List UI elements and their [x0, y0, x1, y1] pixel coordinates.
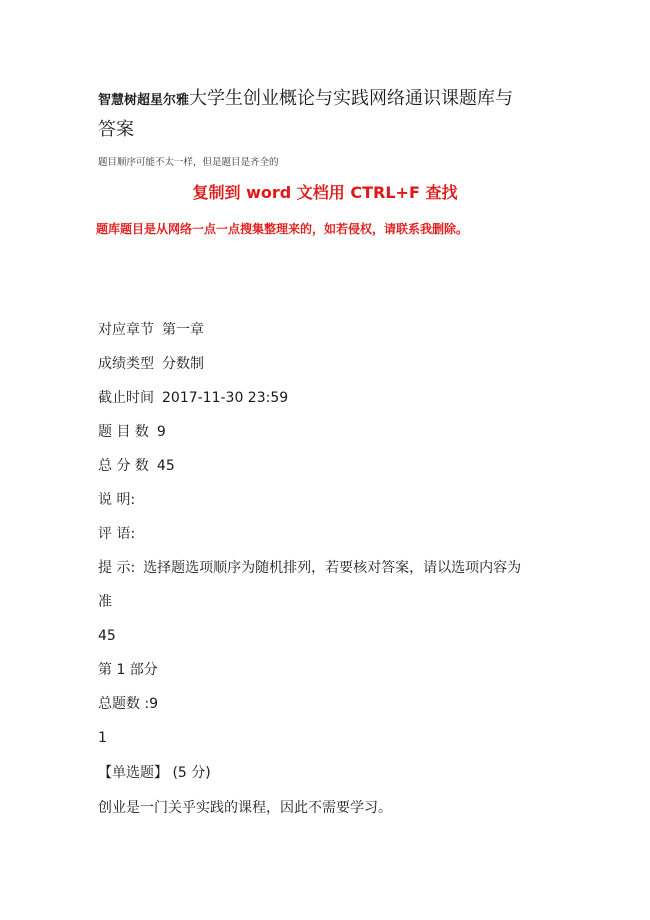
question-number: 1 [98, 730, 107, 746]
score-value: 45 [98, 628, 116, 644]
chapter-value: 第一章 [162, 322, 204, 338]
question-type: 【单选题】 (5 分) [98, 765, 211, 781]
order-note: 题目顺序可能不太一样，但是题目是齐全的 [98, 157, 279, 168]
chapter-label: 对应章节 [98, 322, 154, 338]
total-questions: 总题数 :9 [98, 696, 159, 712]
grade-type-label: 成绩类型 [98, 356, 154, 372]
tip-row [98, 558, 521, 578]
comment-label: 评 语: [98, 526, 136, 542]
grade-type-row [98, 354, 204, 374]
copy-hint: 复制到 word 文档用 CTRL+F 查找 [192, 183, 458, 202]
total-score-label: 总 分 数 [98, 458, 149, 474]
deadline-value: 2017-11-30 23:59 [162, 390, 289, 406]
total-score-row [98, 456, 175, 476]
doc-title-line1 [98, 84, 513, 116]
part-heading: 第 1 部分 [98, 662, 158, 678]
tip-label: 提 示: [98, 560, 136, 576]
copyright-warning: 题库题目是从网络一点一点搜集整理来的，如若侵权，请联系我删除。 [96, 222, 469, 236]
grade-type-value: 分数制 [162, 356, 204, 372]
title-main: 大学生创业概论与实践网络通识课题库与 [189, 88, 514, 109]
tip-text-cont: 准 [98, 594, 112, 610]
title-brand: 智慧树超星尔雅 [98, 93, 190, 108]
description-label: 说 明: [98, 492, 136, 508]
tip-text: 选择题选项顺序为随机排列，若要核对答案，请以选项内容为 [143, 560, 522, 576]
total-score-value: 45 [156, 458, 175, 474]
question-count-row [98, 422, 166, 442]
question-count-label: 题 目 数 [98, 424, 149, 440]
chapter-row [98, 320, 204, 340]
doc-title-line2: 答案 [98, 119, 134, 140]
deadline-label: 截止时间 [98, 390, 154, 406]
question-count-value: 9 [156, 424, 166, 440]
question-text: 创业是一门关乎实践的课程，因此不需要学习。 [98, 800, 392, 816]
deadline-row [98, 388, 288, 408]
